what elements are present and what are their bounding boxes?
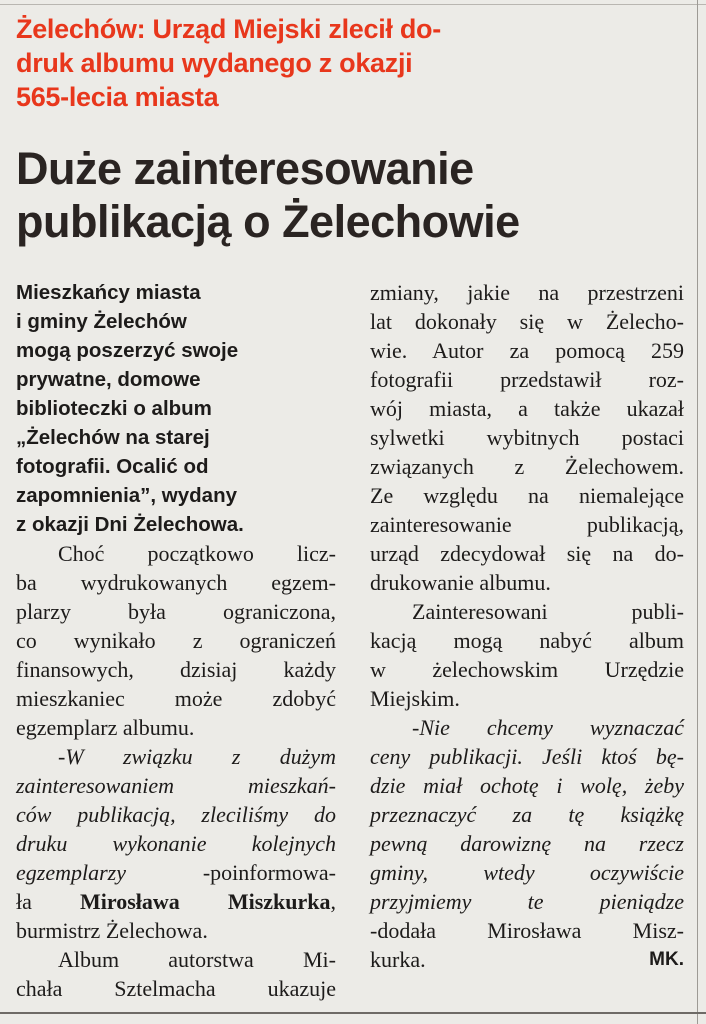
lead-line: biblioteczki o album — [16, 397, 212, 420]
body-line: zainteresowanie publikacją, — [370, 512, 684, 537]
body-text: kurka. — [370, 947, 426, 972]
body-text: -poinformowa- — [125, 860, 336, 885]
body-text: ła — [16, 889, 80, 914]
body-paragraph-1 — [16, 539, 336, 742]
body-line: -dodała Mirosława Misz- — [370, 918, 684, 943]
article-column-right — [370, 278, 684, 974]
quote-line: ców publikacją, zleciliśmy do — [16, 802, 336, 827]
body-line: kacją mogą nabyć album — [370, 628, 684, 653]
lead-line: z okazji Dni Żelechowa. — [16, 513, 244, 536]
bottom-rule — [0, 1012, 706, 1014]
body-line: co wynikało z ograniczeń — [16, 628, 336, 653]
body-paragraph-3 — [16, 945, 336, 1003]
quote-paragraph-right — [370, 713, 684, 974]
closing-line — [370, 945, 684, 974]
body-line: zmiany, jakie na przestrzeni — [370, 280, 684, 305]
author-signature: MK. — [649, 949, 684, 970]
body-line: wój miasta, a także ukazał — [370, 396, 684, 421]
body-line: wie. Autor za pomocą 259 — [370, 338, 684, 363]
body-line: Album autorstwa Mi- — [58, 947, 336, 972]
lead-line: prywatne, domowe — [16, 368, 201, 391]
quote-line: dzie miał ochotę i wolę, żeby — [370, 773, 684, 798]
body-line: chała Sztelmacha ukazuje — [16, 976, 336, 1001]
quote-line: -W związku z dużym — [58, 744, 336, 769]
quote-line: przeznaczyć za tę książkę — [370, 802, 684, 827]
quote-line: przyjmiemy te pieniądze — [370, 889, 684, 914]
quote-line: ceny publikacji. Jeśli ktoś bę- — [370, 744, 684, 769]
body-paragraph-continued — [370, 278, 684, 597]
speaker-name: Mirosława Miszkurka — [79, 889, 331, 914]
body-line: Choć początkowo licz- — [58, 541, 336, 566]
body-line: ba wydrukowanych egzem- — [16, 570, 336, 595]
body-line: związanych z Żelechowem. — [370, 454, 684, 479]
quote-line — [16, 858, 336, 887]
body-line: w żelechowskim Urzędzie — [370, 657, 684, 682]
headline-line: Duże zainteresowanie — [16, 143, 474, 194]
quote-line: -Nie chcemy wyznaczać — [412, 715, 684, 740]
main-headline — [16, 142, 696, 248]
body-line: plarzy była ograniczona, — [16, 599, 336, 624]
quote-line: pewną darowiznę na rzecz — [370, 831, 684, 856]
kicker-line: Żelechów: Urząd Miejski zlecił do- — [16, 14, 441, 44]
kicker-line: druk albumu wydanego z okazji — [16, 48, 413, 78]
body-line: drukowanie albumu. — [370, 570, 551, 595]
speaker-role: burmistrz Żelechowa. — [16, 918, 208, 943]
kicker-headline — [16, 12, 636, 114]
article-column-left — [16, 278, 336, 1003]
lead-line: fotografii. Ocalić od — [16, 455, 209, 478]
body-line: egzemplarz albumu. — [16, 715, 195, 740]
body-line: Ze względu na niemalejące — [370, 483, 684, 508]
quote-line: druku wykonanie kolejnych — [16, 831, 336, 856]
quote-paragraph-left — [16, 742, 336, 945]
body-text: , — [330, 889, 336, 914]
quote-line: zainteresowaniem mieszkań- — [16, 773, 336, 798]
body-line: Zainteresowani publi- — [412, 599, 684, 624]
lead-line: mogą poszerzyć swoje — [16, 339, 239, 362]
headline-line: publikacją o Żelechowie — [16, 196, 520, 247]
body-line: fotografii przedstawił roz- — [370, 367, 684, 392]
lead-line: Mieszkańcy miasta — [16, 281, 201, 304]
body-line: urząd zdecydował się na do- — [370, 541, 684, 566]
body-line: sylwetki wybitnych postaci — [370, 425, 684, 450]
body-line: Miejskim. — [370, 686, 460, 711]
body-line: mieszkaniec może zdobyć — [16, 686, 336, 711]
attribution-line — [16, 887, 336, 916]
quote-text: egzemplarzy — [16, 860, 126, 885]
quote-line: gminy, wtedy oczywiście — [370, 860, 684, 885]
lead-line: i gminy Żelechów — [16, 310, 187, 333]
kicker-line: 565-lecia miasta — [16, 82, 219, 112]
body-paragraph-purchase — [370, 597, 684, 713]
lead-line: „Żelechów na starej — [16, 426, 210, 449]
body-line: finansowych, dzisiaj każdy — [16, 657, 336, 682]
lead-paragraph — [16, 278, 336, 539]
body-line: lat dokonały się w Żelecho- — [370, 309, 684, 334]
lead-line: zapomnienia”, wydany — [16, 484, 237, 507]
